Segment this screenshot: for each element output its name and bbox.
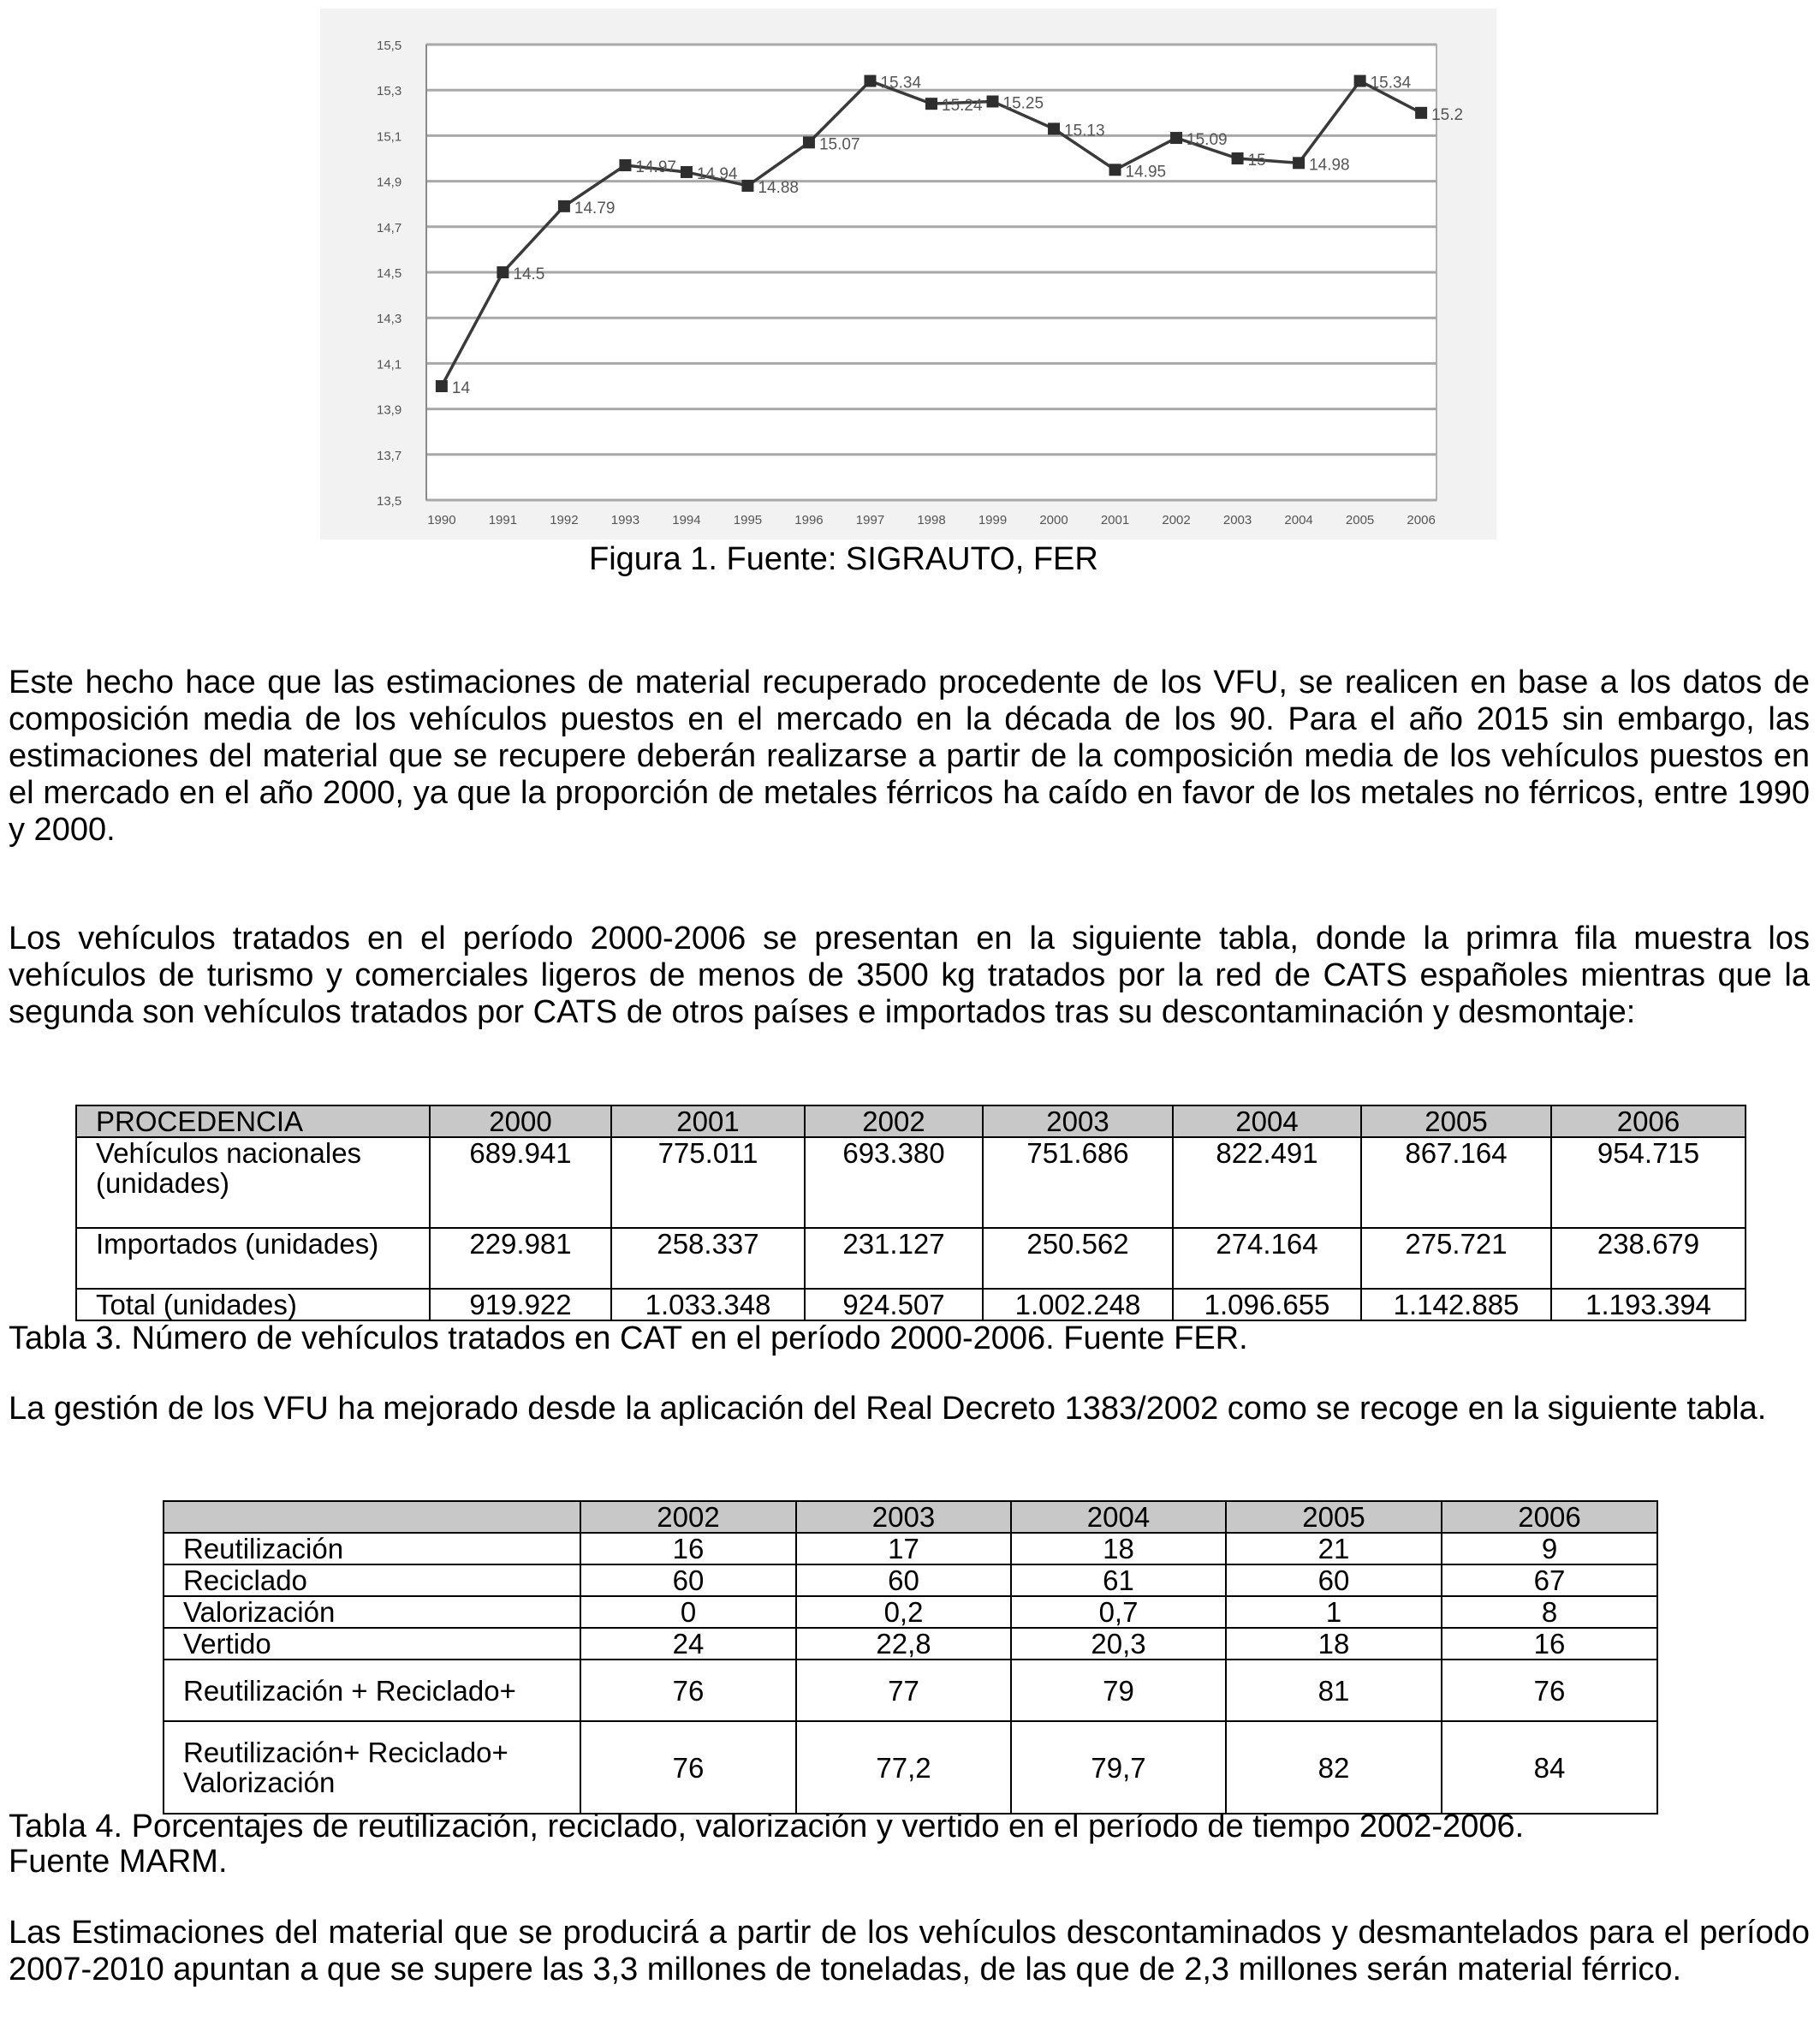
data-label: 15 [1247, 152, 1266, 170]
table-header-cell: 2003 [983, 1105, 1173, 1137]
table-cell: 0,7 [1011, 1596, 1226, 1628]
table-cell: 17 [796, 1533, 1011, 1564]
table-cell: 1.002.248 [983, 1289, 1173, 1320]
data-label: 14.98 [1309, 156, 1350, 175]
table-header-cell: 2000 [430, 1105, 611, 1137]
table-row-total [76, 1289, 1746, 1320]
data-point-marker [497, 266, 509, 278]
data-point-marker [1170, 132, 1182, 144]
table-cell: 21 [1226, 1533, 1442, 1564]
table-cell: 8 [1442, 1596, 1657, 1628]
data-point-marker [741, 180, 753, 192]
table-row [164, 1596, 1657, 1628]
table-cell: 76 [1442, 1660, 1657, 1721]
table-cell: 238.679 [1551, 1228, 1746, 1289]
data-label: 15.07 [818, 135, 860, 154]
table-cell: 1.193.394 [1551, 1289, 1746, 1320]
table-cell: 16 [1442, 1628, 1657, 1660]
table-cell: 22,8 [796, 1628, 1011, 1660]
data-point-marker [1354, 75, 1366, 87]
x-tick-label: 2000 [1039, 513, 1068, 527]
table-header-cell: 2002 [805, 1105, 983, 1137]
table-cell: 1.096.655 [1173, 1289, 1361, 1320]
data-label: 14.95 [1125, 163, 1167, 182]
x-tick-label: 1993 [610, 513, 640, 527]
x-tick-label: 1998 [917, 513, 946, 527]
table-cell: 20,3 [1011, 1628, 1226, 1660]
data-label: 14.94 [696, 164, 738, 183]
table-header-cell: 2005 [1226, 1501, 1442, 1533]
table-row [164, 1628, 1657, 1660]
figure-caption: Figura 1. Fuente: SIGRAUTO, FER [589, 541, 1098, 577]
line-chart [320, 9, 1496, 539]
table-cell: 16 [580, 1533, 796, 1564]
table-vehicles-treated [75, 1105, 1746, 1321]
data-label: 15.2 [1431, 105, 1464, 124]
table-cell: 18 [1011, 1533, 1226, 1564]
table-header-cell: 2006 [1551, 1105, 1746, 1137]
table-cell: 77 [796, 1660, 1011, 1721]
table-cell: 67 [1442, 1564, 1657, 1596]
table-cell: 18 [1226, 1628, 1442, 1660]
x-tick-label: 2005 [1345, 513, 1375, 527]
table-cell: 60 [796, 1564, 1011, 1596]
row-label: Importados (unidades) [76, 1228, 430, 1289]
y-tick-label: 14,3 [377, 312, 402, 327]
table4-caption-line1: Tabla 4. Porcentajes de reutilización, reciclado, valorización y vertido en el período de tiempo 2002-2006. [9, 1809, 1525, 1844]
data-point-marker [1293, 157, 1305, 169]
table-recovery-percentages [163, 1500, 1658, 1815]
table-cell: 867.164 [1361, 1137, 1551, 1228]
x-tick-label: 1996 [794, 513, 824, 527]
row-label: Reciclado [164, 1564, 580, 1596]
table-cell: 250.562 [983, 1228, 1173, 1289]
table-header-cell [164, 1501, 580, 1533]
x-tick-label: 2001 [1100, 513, 1130, 527]
table-header-cell: 2004 [1011, 1501, 1226, 1533]
x-tick-label: 1999 [978, 513, 1008, 527]
table-cell: 79 [1011, 1660, 1226, 1721]
paragraph-3: La gestión de los VFU ha mejorado desde la aplicación del Real Decreto 1383/2002 como se recoge en la siguiente tabla. [9, 1391, 1767, 1427]
x-tick-label: 1994 [672, 513, 701, 527]
data-label: 14 [451, 379, 471, 397]
x-tick-label: 1992 [550, 513, 579, 527]
y-tick-label: 14,7 [377, 220, 402, 235]
table-cell: 919.922 [430, 1289, 611, 1320]
table-cell: 693.380 [805, 1137, 983, 1228]
data-point-marker [925, 98, 937, 110]
table-cell: 24 [580, 1628, 796, 1660]
table-cell: 275.721 [1361, 1228, 1551, 1289]
table-cell: 1.033.348 [611, 1289, 805, 1320]
x-tick-label: 2006 [1407, 513, 1436, 527]
data-label: 15.13 [1064, 122, 1105, 140]
x-tick-label: 2002 [1162, 513, 1191, 527]
table-cell: 924.507 [805, 1289, 983, 1320]
y-tick-label: 15,1 [377, 129, 402, 145]
row-label: Reutilización+ Reciclado+ Valorización [164, 1721, 580, 1814]
table-cell: 775.011 [611, 1137, 805, 1228]
table-cell: 822.491 [1173, 1137, 1361, 1228]
data-point-marker [558, 200, 570, 212]
table4-caption-line2: Fuente MARM. [9, 1844, 228, 1880]
table-cell: 274.164 [1173, 1228, 1361, 1289]
x-tick-label: 2003 [1222, 513, 1252, 527]
table-header-cell: 2002 [580, 1501, 796, 1533]
paragraph-2: Los vehículos tratados en el período 2000-2006 se presentan en la siguiente tabla, donde la primra fila muestra los vehículos de turismo y comerciales ligeros de menos de 3500 kg tratados por la red de CATS españoles mientras que la segunda son vehículos tratados por CATS de otros países e importados tras su descontaminación y desmontaje: [9, 921, 1810, 1030]
table-cell: 76 [580, 1721, 796, 1814]
data-label: 14.5 [513, 265, 545, 283]
table-cell: 82 [1226, 1721, 1442, 1814]
x-tick-label: 1995 [733, 513, 763, 527]
data-label: 14.88 [758, 178, 800, 197]
data-point-marker [436, 380, 448, 392]
table-cell: 751.686 [983, 1137, 1173, 1228]
y-tick-label: 13,7 [377, 448, 402, 463]
row-label: Vertido [164, 1628, 580, 1660]
data-label: 15.25 [1002, 94, 1044, 113]
paragraph-4: Las Estimaciones del material que se producirá a partir de los vehículos descontaminados y desmantelados para el período 2007-2010 apuntan a que se supere las 3,3 millones de toneladas, de las que de 2,3 millones serán material férrico. [9, 1915, 1810, 1987]
table-cell: 689.941 [430, 1137, 611, 1228]
table-cell: 81 [1226, 1660, 1442, 1721]
row-label: Valorización [164, 1596, 580, 1628]
table-cell: 60 [1226, 1564, 1442, 1596]
table-header-row [164, 1501, 1657, 1533]
table-row [164, 1721, 1657, 1814]
table3-caption: Tabla 3. Número de vehículos tratados en CAT en el período 2000-2006. Fuente FER. [9, 1320, 1248, 1356]
y-tick-label: 14,1 [377, 357, 402, 372]
table-header-cell: 2001 [611, 1105, 805, 1137]
table-cell: 77,2 [796, 1721, 1011, 1814]
data-point-marker [803, 136, 815, 148]
table-cell: 79,7 [1011, 1721, 1226, 1814]
table-row [164, 1564, 1657, 1596]
data-point-marker [1415, 107, 1427, 119]
x-tick-label: 1991 [488, 513, 518, 527]
y-tick-label: 13,9 [377, 402, 402, 418]
table-row [164, 1533, 1657, 1564]
table-cell: 61 [1011, 1564, 1226, 1596]
data-point-marker [619, 159, 631, 171]
row-label: Total (unidades) [76, 1289, 430, 1320]
y-tick-label: 15,3 [377, 84, 402, 99]
row-label: Vehículos nacionales (unidades) [76, 1137, 430, 1228]
table-cell: 229.981 [430, 1228, 611, 1289]
paragraph-1: Este hecho hace que las estimaciones de material recuperado procedente de los VFU, se realicen en base a los datos de composición media de los vehículos puestos en el mercado en la década de los 90. Para el año 2015 sin embargo, las estimaciones del material que se recupere deberán realizarse a partir de la composición media de los vehículos puestos en el mercado en el año 2000, ya que la proporción de metales férricos ha caído en favor de los metales no férricos, entre 1990 y 2000. [9, 664, 1810, 848]
y-tick-label: 14,9 [377, 175, 402, 190]
table-cell: 84 [1442, 1721, 1657, 1814]
x-tick-label: 2004 [1284, 513, 1313, 527]
table-header-cell: 2004 [1173, 1105, 1361, 1137]
table-cell: 954.715 [1551, 1137, 1746, 1228]
table-row [76, 1228, 1746, 1289]
y-tick-label: 15,5 [377, 39, 402, 53]
table-cell: 0 [580, 1596, 796, 1628]
table-cell: 1 [1226, 1596, 1442, 1628]
table-cell: 1.142.885 [1361, 1289, 1551, 1320]
row-label: Reutilización [164, 1533, 580, 1564]
table-cell: 231.127 [805, 1228, 983, 1289]
table-row [164, 1660, 1657, 1721]
data-point-marker [681, 166, 693, 178]
x-tick-label: 1990 [427, 513, 456, 527]
line-chart-figure [320, 9, 1496, 539]
table-cell: 60 [580, 1564, 796, 1596]
data-label: 15.09 [1187, 131, 1228, 150]
table-cell: 258.337 [611, 1228, 805, 1289]
data-point-marker [1232, 152, 1244, 164]
table-cell: 0,2 [796, 1596, 1011, 1628]
y-tick-label: 13,5 [377, 494, 402, 509]
table-header-cell: 2003 [796, 1501, 1011, 1533]
data-point-marker [1109, 164, 1121, 176]
data-label: 15.34 [880, 74, 922, 92]
y-tick-label: 14,5 [377, 266, 402, 281]
table-header-row [76, 1105, 1746, 1137]
data-point-marker [1048, 122, 1060, 134]
data-label: 14.79 [574, 199, 616, 218]
table-header-cell: PROCEDENCIA [76, 1105, 430, 1137]
table-header-cell: 2005 [1361, 1105, 1551, 1137]
table-row [76, 1137, 1746, 1228]
table-cell: 76 [580, 1660, 796, 1721]
data-point-marker [987, 96, 999, 108]
data-label: 15.24 [942, 97, 983, 116]
data-label: 14.97 [635, 158, 676, 176]
x-tick-label: 1997 [855, 513, 885, 527]
table-cell: 9 [1442, 1533, 1657, 1564]
row-label: Reutilización + Reciclado+ [164, 1660, 580, 1721]
data-label: 15.34 [1370, 74, 1412, 92]
data-point-marker [864, 75, 876, 87]
table-header-cell: 2006 [1442, 1501, 1657, 1533]
